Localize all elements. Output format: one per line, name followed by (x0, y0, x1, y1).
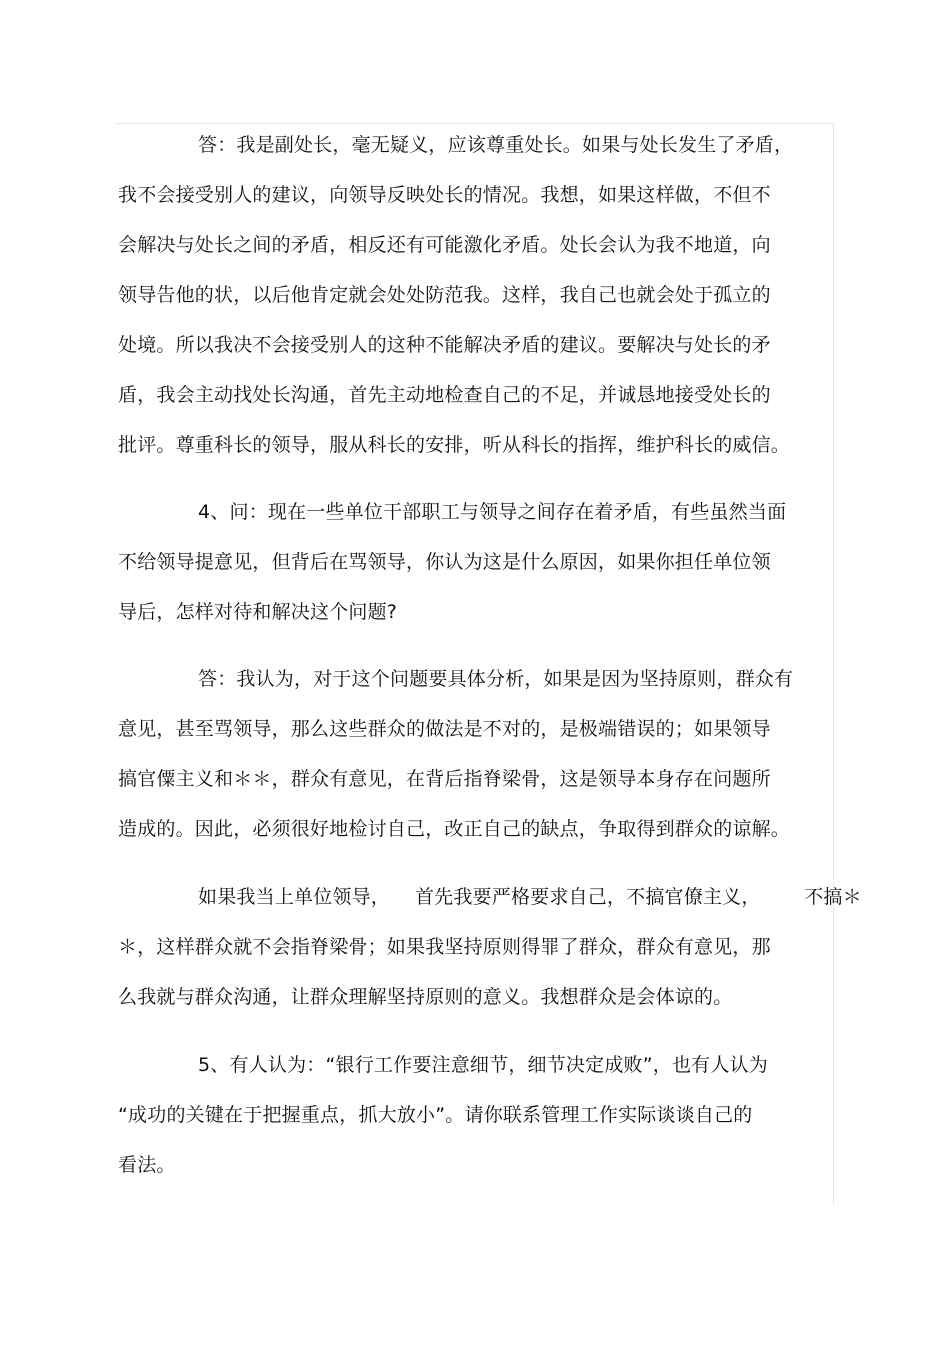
text-line: 不给领导提意见，但背后在骂领导，你认为这是什么原因，如果你担任单位领 (118, 551, 771, 573)
text-line: ＊，这样群众就不会指脊梁骨；如果我坚持原则得罪了群众，群众有意见，那 (118, 936, 771, 958)
text-line: 处境。所以我决不会接受别人的这种不能解决矛盾的建议。要解决与处长的矛 (118, 334, 771, 356)
text-line: 会解决与处长之间的矛盾，相反还有可能激化矛盾。处长会认为我不地道，向 (118, 234, 771, 256)
text-line: 我不会接受别人的建议，向领导反映处长的情况。我想，如果这样做，不但不 (118, 184, 771, 206)
text-line: 意见，甚至骂领导，那么这些群众的做法是不对的，是极端错误的；如果领导 (118, 718, 771, 740)
text-line: 么我就与群众沟通，让群众理解坚持原则的意义。我想群众是会体谅的。 (118, 986, 733, 1008)
text-line: 看法。 (118, 1154, 176, 1176)
text-line: 答：我认为，对于这个问题要具体分析，如果是因为坚持原则，群众有 (198, 668, 794, 690)
text-line: 答：我是副处长，毫无疑义，应该尊重处长。如果与处长发生了矛盾， (198, 134, 794, 156)
text-line: 盾，我会主动找处长沟通，首先主动地检查自己的不足，并诚恳地接受处长的 (118, 384, 771, 406)
text-line: 5、有人认为：“银行工作要注意细节，细节决定成败”，也有人认为 (198, 1054, 768, 1076)
text-line: 领导告他的状，以后他肯定就会处处防范我。这样，我自己也就会处于孤立的 (118, 284, 771, 306)
page-border-top (116, 123, 834, 124)
text-line: 造成的。因此，必须很好地检讨自己，改正自己的缺点，争取得到群众的谅解。 (118, 818, 791, 840)
text-line: 搞官僳主义和＊＊，群众有意见，在背后指脊梁骨，这是领导本身存在问题所 (118, 768, 771, 790)
page-border-right (833, 123, 834, 1205)
text-line: 如果我当上单位领导， 首先我要严格要求自己，不搞官僚主义， 不搞＊ (198, 886, 862, 908)
text-line: 4、问：现在一些单位干部职工与领导之间存在着矛盾，有些虽然当面 (198, 501, 787, 523)
text-line: 导后，怎样对待和解决这个问题? (118, 601, 398, 623)
text-line: 批评。尊重科长的领导，服从科长的安排，听从科长的指挥，维护科长的威信。 (118, 434, 791, 456)
text-line: “成功的关键在于把握重点，抓大放小”。请你联系管理工作实际谈谈自己的 (118, 1104, 753, 1126)
